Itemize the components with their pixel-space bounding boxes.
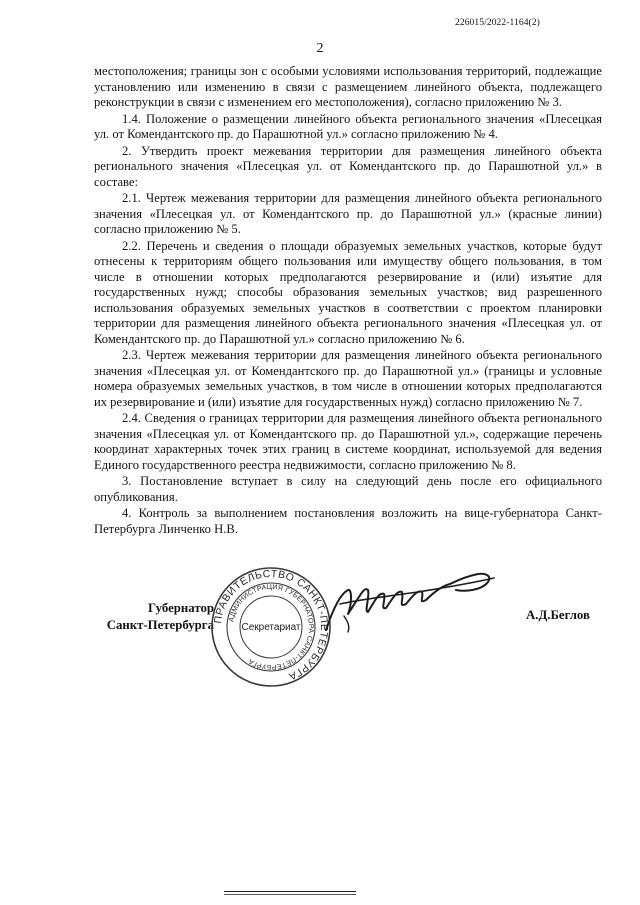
paragraph-2-4: 2.4. Сведения о границах территории для размещения линейного объекта регионального значения «Плесецкая ул. от Комендантского пр. до Парашютной ул.», содержащие перечень координат характерных точек этих границ в системе координат, используемой для ведения Единого государственного реестра недвижимости, согласно приложению № 8. bbox=[94, 411, 602, 472]
paragraph-2-1: 2.1. Чертеж межевания территории для размещения линейного объекта регионального значения «Плесецкая ул. от Комендантского пр. до Парашютной ул.» (красные линии) согласно приложению № 5. bbox=[94, 191, 602, 236]
paragraph-1-4: 1.4. Положение о размещении линейного объекта регионального значения «Плесецкая ул. от Комендантского пр. до Парашютной ул.» согласно приложению № 4. bbox=[94, 111, 602, 141]
footer-divider bbox=[224, 891, 356, 892]
seal-inner-text: АДМИНИСТРАЦИЯ ГУБЕРНАТОРА САНКТ-ПЕТЕРБУРГА bbox=[228, 583, 315, 671]
handwritten-signature bbox=[318, 560, 508, 640]
seal-center-text: Секретариат bbox=[241, 622, 301, 633]
signatory-position bbox=[94, 600, 214, 634]
signatory-position-line1: Губернатор bbox=[148, 601, 214, 615]
signatory-position-line2: Санкт-Петербурга bbox=[106, 618, 214, 632]
document-registration-number: 226015/2022-1164(2) bbox=[455, 18, 540, 28]
page-number: 2 bbox=[316, 41, 324, 56]
document-body bbox=[94, 64, 602, 537]
paragraph-2-2: 2.2. Перечень и сведения о площади образуемых земельных участков, которые будут отнесены к территориям общего пользования или имуществу общего пользования, в том числе в отношении которых предполагаются резервирование и (или) изъятие для государственных нужд; способы образования земельных участков; вид разрешенного использования образуемых земельных участков в соответствии с проектом планировки территории для размещения линейного объекта регионального значения «Плесецкая ул. от Комендантского пр. до Парашютной ул.» согласно приложению № 6. bbox=[94, 238, 602, 346]
seal-outer-text: ПРАВИТЕЛЬСТВО САНКТ-ПЕТЕРБУРГА bbox=[213, 568, 330, 682]
paragraph-2: 2. Утвердить проект межевания территории для размещения линейного объекта регионального значения «Плесецкая ул. от Комендантского пр. до Парашютной ул.» в составе: bbox=[94, 143, 602, 189]
paragraph-4: 4. Контроль за выполнением постановления возложить на вице-губернатора Санкт-Петербурга Линченко Н.В. bbox=[94, 506, 602, 536]
official-seal bbox=[210, 566, 332, 688]
paragraph-2-3: 2.3. Чертеж межевания территории для размещения линейного объекта регионального значения «Плесецкая ул. от Комендантского пр. до Парашютной ул.» (границы и условные номера образуемых земельных участков, в том числе в отношении которых предполагаются их резервирование и (или) изъятие для государственных нужд) согласно приложению № 7. bbox=[94, 348, 602, 409]
paragraph-continuation: местоположения; границы зон с особыми условиями использования территорий, подлежащие установлению или изменению в связи с размещением линейного объекта, подлежащего реконструкции в связи с изменением его местоположения), согласно приложению № 3. bbox=[94, 64, 602, 109]
signatory-name: А.Д.Беглов bbox=[526, 608, 590, 622]
paragraph-3: 3. Постановление вступает в силу на следующий день после его официального опубликования. bbox=[94, 474, 602, 504]
